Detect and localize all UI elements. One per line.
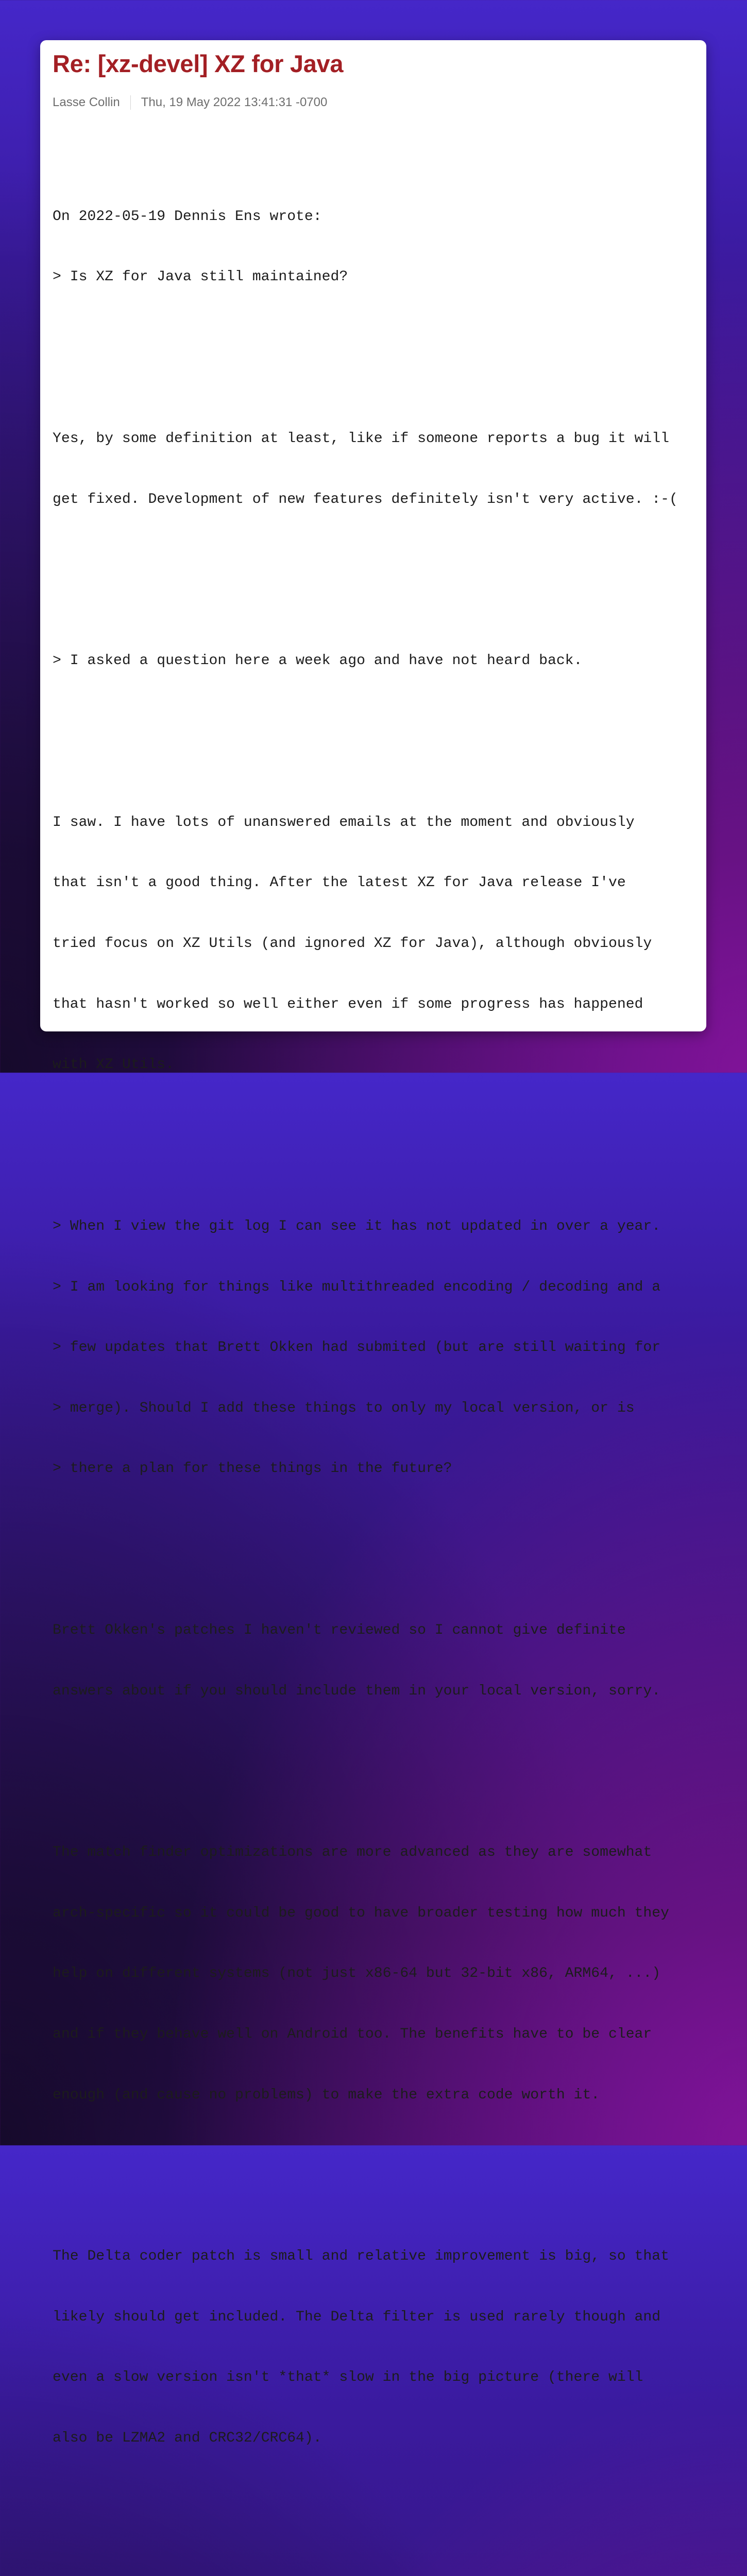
email-line: > When I view the git log I can see it has not updated in over a year.	[53, 1218, 661, 1234]
email-line: and if they behave well on Android too. The benefits have to be clear	[53, 2026, 652, 2042]
email-line: that hasn't worked so well either even if some progress has happened	[53, 996, 643, 1012]
email-line: Yes, by some definition at least, like if someone reports a bug it will	[53, 431, 669, 447]
email-line: > merge). Should I add these things to only my local version, or is	[53, 1400, 635, 1416]
email-line: On 2022-05-19 Dennis Ens wrote:	[53, 208, 322, 225]
email-line: > I asked a question here a week ago and have not heard back.	[53, 653, 583, 669]
email-line: > Is XZ for Java still maintained?	[53, 269, 348, 285]
email-card	[40, 40, 706, 2447]
email-subject: Re: [xz-devel] XZ for Java	[53, 50, 344, 77]
email-line: even a slow version isn't *that* slow in the big picture (there will	[53, 2369, 643, 2386]
email-body	[53, 126, 702, 2576]
email-paragraph	[53, 611, 702, 711]
email-date: Thu, 19 May 2022 13:41:31 -0700	[141, 95, 328, 109]
email-line: > there a plan for these things in the future?	[53, 1461, 452, 1477]
email-line: tried focus on XZ Utils (and ignored XZ for Java), although obviously	[53, 936, 652, 952]
email-line: answers about if you should include them in your local version, sorry.	[53, 1683, 661, 1699]
email-paragraph	[53, 2549, 702, 2576]
email-paragraph	[53, 1802, 702, 2145]
email-paragraph	[53, 166, 702, 328]
email-paragraph	[53, 772, 702, 1115]
email-line: get fixed. Development of new features definitely isn't very active. :-(	[53, 491, 678, 507]
email-line: help on different systems (not just x86-64 but 32-bit x86, ARM64, ...)	[53, 1965, 661, 1982]
email-line: > few updates that Brett Okken had submited (but are still waiting for	[53, 1340, 661, 1356]
email-line: enough (and cause no problems) to make the extra code worth it.	[53, 2087, 600, 2103]
email-line: The Delta coder patch is small and relative improvement is big, so that	[53, 2248, 669, 2265]
email-paragraph	[53, 388, 702, 550]
email-line: likely should get included. The Delta filter is used rarely though and	[53, 2309, 661, 2325]
email-line: that isn't a good thing. After the latest XZ for Java release I've	[53, 875, 626, 891]
email-author[interactable]: Lasse Collin	[53, 95, 120, 109]
email-line: also be LZMA2 and CRC32/CRC64).	[53, 2430, 322, 2447]
email-meta	[53, 95, 327, 110]
meta-divider	[130, 95, 131, 110]
email-paragraph	[53, 2206, 702, 2489]
email-line: The match finder optimizations are more advanced as they are somewhat	[53, 1844, 652, 1861]
email-line: > I am looking for things like multithreaded encoding / decoding and a	[53, 1279, 661, 1295]
email-paragraph	[53, 1176, 702, 1519]
email-line: with XZ Utils.	[53, 1057, 175, 1073]
email-line: Brett Okken's patches I haven't reviewed so I cannot give definite	[53, 1622, 626, 1638]
email-line: arch-specific so it could be good to have broader testing how much they	[53, 1905, 669, 1921]
email-paragraph	[53, 1580, 702, 1742]
email-line: I saw. I have lots of unanswered emails at the moment and obviously	[53, 814, 635, 831]
